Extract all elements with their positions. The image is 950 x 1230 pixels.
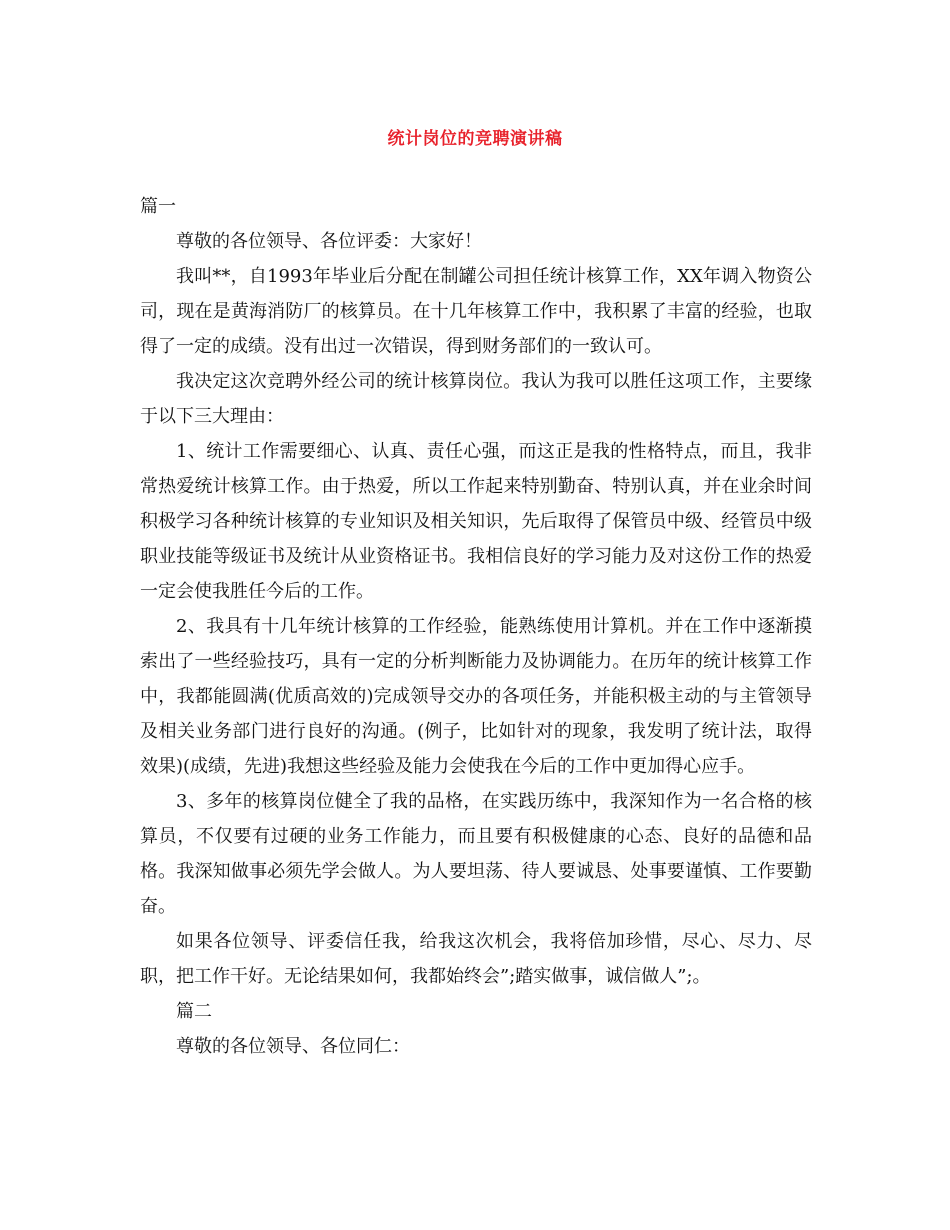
reason-3-paragraph: 3、多年的核算岗位健全了我的品格，在实践历练中，我深知作为一名合格的核算员，不仅要有过硬的业务工作能力，而且要有积极健康的心态、良好的品德和品格。我深知做事必须先学会做人。为人要坦荡、待人要诚恳、处事要谨慎、工作要勤奋。: [140, 791, 812, 917]
document-body: [140, 189, 812, 1064]
document-title: 统计岗位的竞聘演讲稿: [387, 129, 563, 149]
intro-paragraph: 我叫**，自1993年毕业后分配在制罐公司担任统计核算工作，XX年调入物资公司，现在是黄海消防厂的核算员。在十几年核算工作中，我积累了丰富的经验，也取得了一定的成绩。没有出过一次错误，得到财务部们的一致认可。: [140, 266, 812, 357]
salutation-paragraph-2: 尊敬的各位领导、各位同仁：: [176, 1036, 410, 1057]
reason-1-paragraph: 1、统计工作需要细心、认真、责任心强，而这正是我的性格特点，而且，我非常热爱统计核算工作。由于热爱，所以工作起来特别勤奋、特别认真，并在业余时间积极学习各种统计核算的专业知识及相关知识，先后取得了保管员中级、经管员中级职业技能等级证书及统计从业资格证书。我相信良好的学习能力及对这份工作的热爱一定会使我胜任今后的工作。: [140, 441, 812, 602]
section-heading-2: 篇二: [176, 1001, 212, 1022]
salutation-paragraph: 尊敬的各位领导、各位评委：大家好！: [176, 231, 482, 252]
decision-paragraph: 我决定这次竞聘外经公司的统计核算岗位。我认为我可以胜任这项工作，主要缘于以下三大理由：: [140, 371, 812, 427]
section-heading-1: 篇一: [140, 196, 176, 217]
closing-paragraph: 如果各位领导、评委信任我，给我这次机会，我将倍加珍惜，尽心、尽力、尽职，把工作干好。无论结果如何，我都始终会”;踏实做事，诚信做人”;。: [140, 931, 812, 987]
reason-2-paragraph: 2、我具有十几年统计核算的工作经验，能熟练使用计算机。并在工作中逐渐摸索出了一些经验技巧，具有一定的分析判断能力及协调能力。在历年的统计核算工作中，我都能圆满(优质高效的)完成领导交办的各项任务，并能积极主动的与主管领导及相关业务部门进行良好的沟通。(例子，比如针对的现象，我发明了统计法，取得效果)(成绩，先进)我想这些经验及能力会使我在今后的工作中更加得心应手。: [140, 616, 812, 777]
